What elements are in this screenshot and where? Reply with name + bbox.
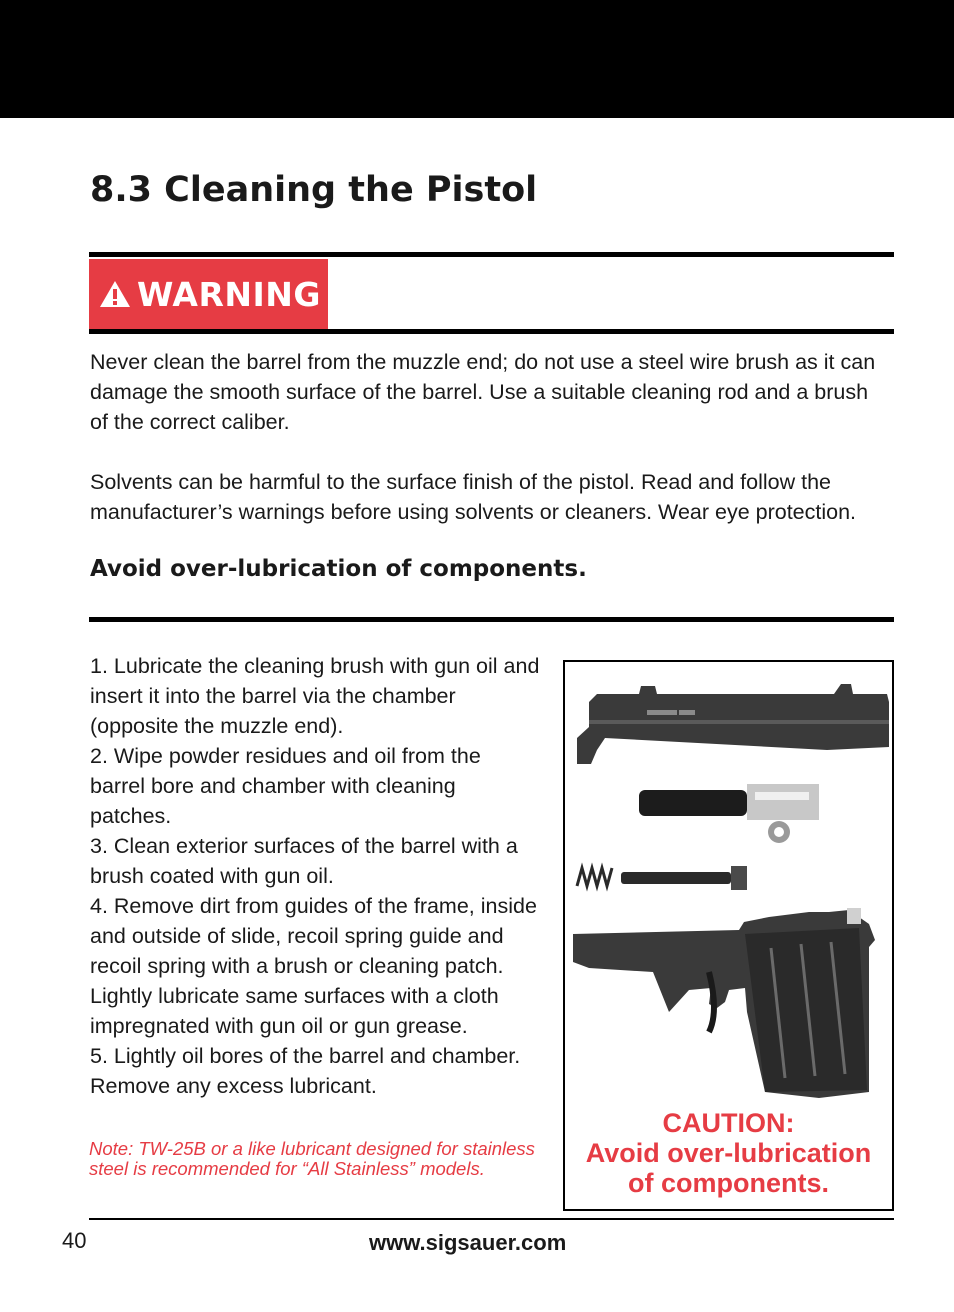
caution-line-1: Avoid over-lubrication	[585, 1138, 872, 1168]
lubricant-note: Note: TW-25B or a like lubricant designed for stainless steel is recommended for “All Stainless” models.	[89, 1138, 535, 1179]
barrel-image	[639, 784, 819, 843]
warning-end-rule	[89, 617, 894, 622]
list-item: 5. Lightly oil bores of the barrel and chamber. Remove any excess lubricant.	[90, 1044, 521, 1098]
list-item: 3. Clean exterior surfaces of the barrel with a brush coated with gun oil.	[90, 834, 518, 888]
warning-top-rule	[89, 252, 894, 257]
warning-paragraph-solvents: Solvents can be harmful to the surface finish of the pistol. Read and follow the manufacturer’s warnings before using solvents or cleaners. Wear eye protection.	[90, 470, 857, 524]
slide-image	[577, 684, 889, 764]
pistol-parts-figure	[563, 660, 894, 1211]
top-header-band	[0, 0, 954, 118]
section-title: 8.3 Cleaning the Pistol	[90, 170, 538, 210]
warning-bottom-rule	[89, 329, 894, 334]
warning-banner	[89, 259, 328, 329]
warning-paragraph-barrel: Never clean the barrel from the muzzle end; do not use a steel wire brush as it can damage the smooth surface of the barrel. Use a suitable cleaning rod and a brush of the correct caliber.	[90, 350, 876, 434]
caution-line-2: of components.	[628, 1168, 829, 1198]
list-item: 1. Lubricate the cleaning brush with gun oil and insert it into the barrel via the chamber (opposite the muzzle end).	[90, 654, 540, 738]
page-number: 40	[62, 1228, 87, 1253]
recoil-spring-image	[577, 866, 747, 890]
caution-caption	[565, 1108, 892, 1198]
footer-rule	[89, 1218, 894, 1220]
frame-image	[573, 908, 875, 1098]
list-item: 2. Wipe powder residues and oil from the barrel bore and chamber with cleaning patches.	[90, 744, 481, 828]
warning-subheading: Avoid over-lubrication of components.	[90, 556, 587, 582]
disassembled-pistol-illustration	[569, 672, 889, 1102]
warning-label: WARNING	[137, 274, 321, 314]
warning-triangle-icon	[99, 280, 131, 308]
cleaning-steps-list	[90, 651, 540, 1101]
caution-title: CAUTION:	[662, 1108, 795, 1138]
list-item: 4. Remove dirt from guides of the frame, inside and outside of slide, recoil spring guide and recoil spring with a brush or cleaning patch. Lightly lubricate same surfaces with a cloth impregnated with gun oil or gun grease.	[90, 894, 537, 1038]
website-url: www.sigsauer.com	[369, 1230, 567, 1255]
